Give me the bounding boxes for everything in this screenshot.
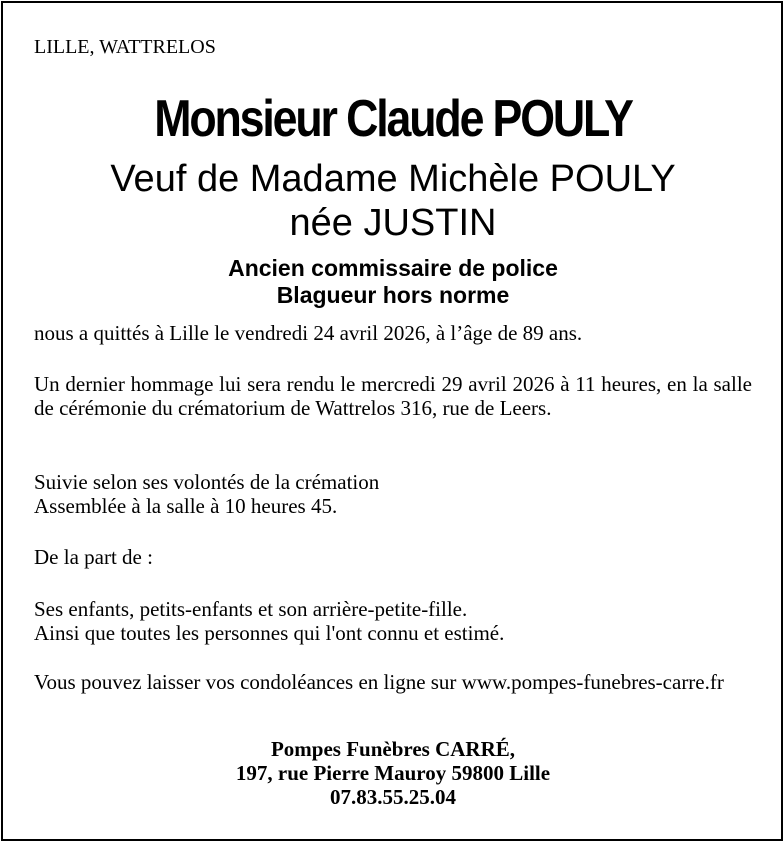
acquaintances-line: Ainsi que toutes les personnes qui l'ont connu et estimé. — [34, 621, 505, 645]
death-announcement: nous a quittés à Lille le vendredi 24 avril 2026, à l’âge de 89 ans. — [34, 321, 583, 345]
assembly-line: Assemblée à la salle à 10 heures 45. — [34, 494, 338, 518]
funeral-home-name: Pompes Funèbres CARRÉ, — [270, 737, 516, 761]
cremation-line: Suivie selon ses volontés de la crémation — [34, 470, 380, 494]
spouse-line: Veuf de Madame Michèle POULY — [110, 158, 676, 200]
spouse-info — [3, 157, 783, 245]
funeral-home-info — [3, 737, 783, 809]
deceased-titles — [3, 255, 783, 309]
obituary-notice — [1, 1, 783, 841]
deceased-name: Monsieur Claude POULY — [154, 90, 632, 148]
funeral-home-phone: 07.83.55.25.04 — [330, 785, 456, 809]
location-header: LILLE, WATTRELOS — [34, 36, 216, 58]
tagline-line: Blagueur hors norme — [276, 282, 510, 308]
from-label: De la part de : — [34, 545, 153, 569]
family-line: Ses enfants, petits-enfants et son arrière-petite-fille. — [34, 597, 468, 621]
condolences-info: Vous pouvez laisser vos condoléances en ligne sur www.pompes-funebres-carre.fr — [34, 670, 724, 694]
family-list — [34, 597, 752, 645]
cremation-details — [34, 470, 752, 518]
ceremony-details: Un dernier hommage lui sera rendu le mercredi 29 avril 2026 à 11 heures, en la salle de cérémonie du crématorium de Wattrelos 316, rue de Leers. — [34, 372, 752, 420]
funeral-home-address: 197, rue Pierre Mauroy 59800 Lille — [235, 761, 551, 785]
profession-line: Ancien commissaire de police — [228, 255, 558, 281]
maiden-name-line: née JUSTIN — [289, 202, 497, 244]
